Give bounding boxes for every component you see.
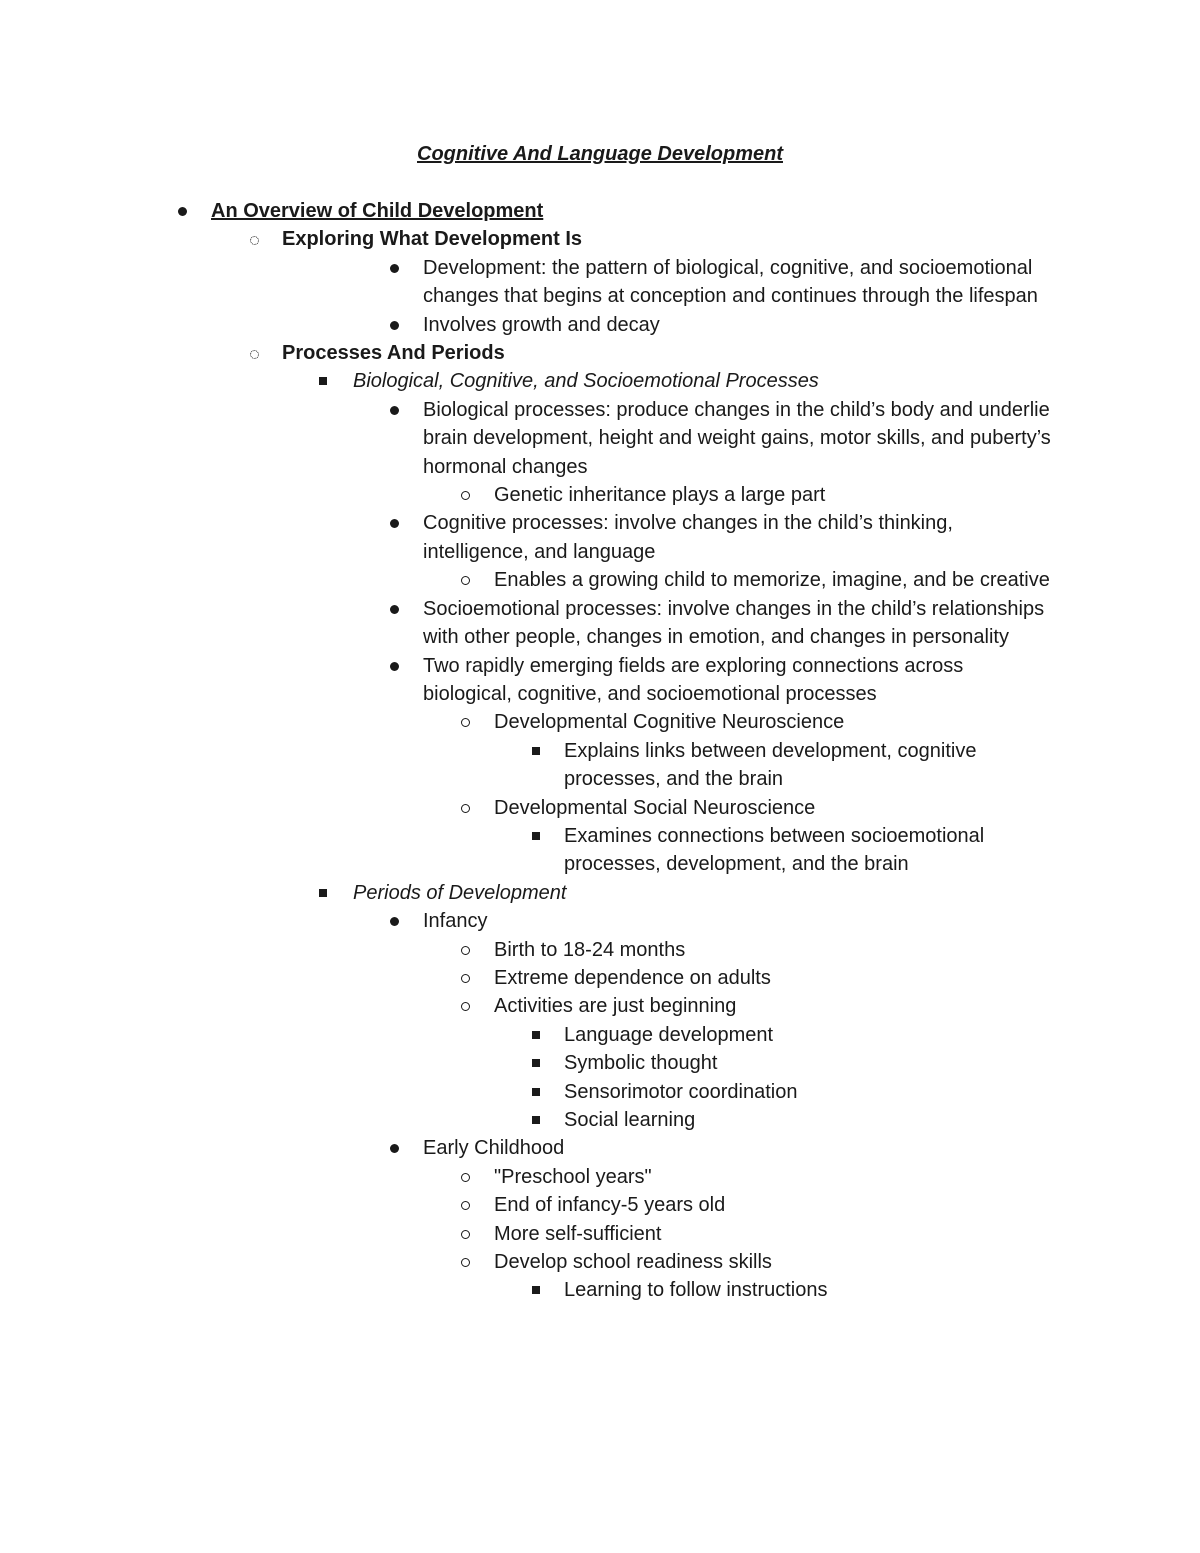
circle-bullet-icon bbox=[460, 566, 474, 594]
list-item bbox=[0, 964, 1200, 992]
circle-bullet-icon bbox=[460, 1248, 474, 1276]
list-item bbox=[0, 254, 1200, 311]
list-item bbox=[0, 197, 1200, 225]
list-item-text: Processes And Periods bbox=[282, 342, 505, 365]
document-title: Cognitive And Language Development bbox=[417, 143, 783, 165]
list-item-text: Genetic inheritance plays a large part bbox=[494, 484, 826, 507]
bullet-icon bbox=[389, 311, 403, 339]
list-item-text: Sensorimotor coordination bbox=[564, 1080, 798, 1103]
list-item-text: Birth to 18-24 months bbox=[494, 938, 686, 961]
list-item bbox=[0, 794, 1200, 822]
list-item bbox=[0, 509, 1200, 566]
outline-list bbox=[0, 197, 1200, 1305]
bullet-icon bbox=[389, 595, 403, 623]
list-item-text: Early Childhood bbox=[423, 1137, 565, 1160]
list-item-text: Involves growth and decay bbox=[423, 313, 660, 336]
list-item bbox=[0, 1134, 1200, 1162]
circle-bullet-icon bbox=[460, 936, 474, 964]
list-item-text: An Overview of Child Development bbox=[211, 200, 544, 222]
list-item bbox=[0, 1220, 1200, 1248]
list-item-text: Biological processes: produce changes in the child’s body and underlie brain development, height and weight gains, motor skills, and puberty’s hormonal changes bbox=[423, 398, 1051, 478]
list-item bbox=[0, 737, 1200, 794]
list-item bbox=[0, 1191, 1200, 1219]
list-item bbox=[0, 481, 1200, 509]
list-item-text: Biological, Cognitive, and Socioemotional Processes bbox=[353, 370, 819, 393]
square-bullet-icon bbox=[318, 879, 332, 907]
circle-bullet-icon bbox=[460, 1191, 474, 1219]
list-item bbox=[0, 339, 1200, 367]
list-item-text: Periods of Development bbox=[353, 881, 567, 904]
list-item bbox=[0, 879, 1200, 907]
list-item bbox=[0, 225, 1200, 253]
hollow-bullet-icon bbox=[248, 225, 262, 253]
list-item-text: Learning to follow instructions bbox=[564, 1279, 828, 1302]
list-item-text: Symbolic thought bbox=[564, 1052, 718, 1075]
list-item bbox=[0, 822, 1200, 879]
list-item-text: More self-sufficient bbox=[494, 1222, 662, 1245]
circle-bullet-icon bbox=[460, 708, 474, 736]
bullet-icon bbox=[177, 197, 191, 225]
circle-bullet-icon bbox=[460, 964, 474, 992]
square-bullet-icon bbox=[531, 737, 545, 765]
list-item-text: Extreme dependence on adults bbox=[494, 966, 771, 989]
list-item bbox=[0, 367, 1200, 395]
circle-bullet-icon bbox=[460, 481, 474, 509]
list-item-text: Developmental Social Neuroscience bbox=[494, 796, 816, 819]
square-bullet-icon bbox=[531, 1021, 545, 1049]
list-item bbox=[0, 992, 1200, 1020]
list-item-text: "Preschool years" bbox=[494, 1165, 652, 1188]
list-item-text: Infancy bbox=[423, 910, 488, 933]
hollow-bullet-icon bbox=[248, 339, 262, 367]
bullet-icon bbox=[389, 254, 403, 282]
bullet-icon bbox=[389, 1134, 403, 1162]
bullet-icon bbox=[389, 509, 403, 537]
list-item-text: End of infancy-5 years old bbox=[494, 1194, 726, 1217]
list-item bbox=[0, 936, 1200, 964]
list-item bbox=[0, 708, 1200, 736]
list-item-text: Explains links between development, cognitive processes, and the brain bbox=[564, 739, 977, 791]
list-item bbox=[0, 566, 1200, 594]
list-item bbox=[0, 311, 1200, 339]
list-item-text: Social learning bbox=[564, 1109, 696, 1131]
list-item bbox=[0, 1106, 1200, 1134]
list-item-text: Cognitive processes: involve changes in the child’s thinking, intelligence, and language bbox=[423, 512, 953, 563]
list-item-text: Activities are just beginning bbox=[494, 995, 737, 1018]
bullet-icon bbox=[389, 652, 403, 680]
bullet-icon bbox=[389, 907, 403, 935]
square-bullet-icon bbox=[531, 822, 545, 850]
list-item bbox=[0, 1049, 1200, 1077]
list-item-text: Socioemotional processes: involve changes in the child’s relationships with other people, changes in emotion, and changes in personality bbox=[423, 597, 1045, 649]
list-item bbox=[0, 396, 1200, 481]
square-bullet-icon bbox=[531, 1106, 545, 1134]
list-item bbox=[0, 652, 1200, 709]
square-bullet-icon bbox=[318, 367, 332, 395]
bullet-icon bbox=[389, 396, 403, 424]
circle-bullet-icon bbox=[460, 1220, 474, 1248]
list-item-text: Developmental Cognitive Neuroscience bbox=[494, 711, 845, 734]
list-item-text: Enables a growing child to memorize, imagine, and be creative bbox=[494, 569, 1050, 592]
list-item bbox=[0, 1021, 1200, 1049]
list-item-text: Examines connections between socioemotional processes, development, and the brain bbox=[564, 824, 985, 876]
circle-bullet-icon bbox=[460, 794, 474, 822]
list-item bbox=[0, 1163, 1200, 1191]
list-item-text: Develop school readiness skills bbox=[494, 1251, 772, 1274]
list-item bbox=[0, 1078, 1200, 1106]
list-item-text: Exploring What Development Is bbox=[282, 228, 583, 251]
square-bullet-icon bbox=[531, 1049, 545, 1077]
list-item bbox=[0, 1276, 1200, 1304]
list-item bbox=[0, 907, 1200, 935]
list-item-text: Two rapidly emerging fields are exploring connections across biological, cognitive, and socioemotional processes bbox=[423, 654, 964, 705]
list-item bbox=[0, 1248, 1200, 1276]
circle-bullet-icon bbox=[460, 992, 474, 1020]
square-bullet-icon bbox=[531, 1078, 545, 1106]
square-bullet-icon bbox=[531, 1276, 545, 1304]
list-item-text: Language development bbox=[564, 1023, 774, 1046]
list-item bbox=[0, 595, 1200, 652]
list-item-text: Development: the pattern of biological, cognitive, and socioemotional changes that begins at conception and continues through the lifespan bbox=[423, 256, 1038, 308]
circle-bullet-icon bbox=[460, 1163, 474, 1191]
